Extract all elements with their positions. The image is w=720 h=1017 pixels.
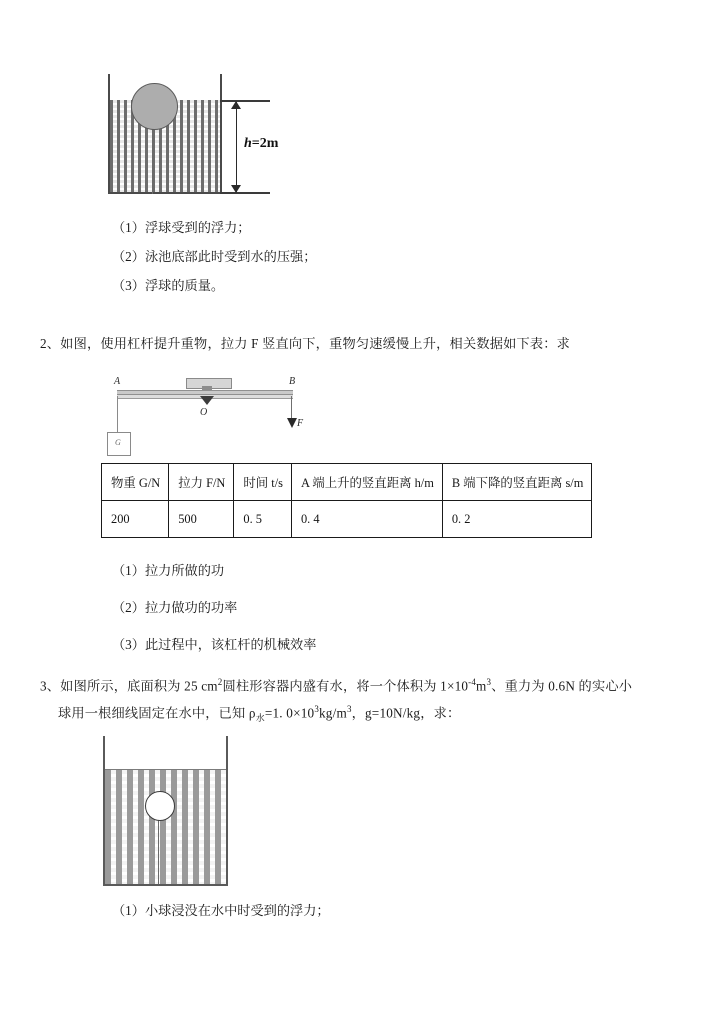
q2-part-3: （3）此过程中，该杠杆的机械效率 (112, 637, 317, 652)
container-water-surface (105, 769, 226, 770)
table-cell-time: 0. 5 (234, 501, 292, 538)
container-right-wall (226, 736, 228, 886)
figure-pool-with-floating-ball (100, 74, 300, 204)
height-symbol: h (244, 136, 252, 151)
q3-stem2-sup-exp: 3 (314, 704, 320, 714)
height-dimension-label (244, 136, 278, 152)
table-row (102, 501, 592, 538)
q3-stem-seg-b: 圆柱形容器内盛有水，将一个体积为 1×10 (222, 678, 469, 694)
q2-part-2: （2）拉力做功的功率 (112, 600, 238, 615)
pool-ball-tether (152, 124, 153, 194)
q3-stem2-seg-b: =1. 0×10 (264, 705, 315, 721)
q1-part-1: （1）浮球受到的浮力； (112, 220, 251, 235)
q3-stem2-seg-c: kg/m (319, 705, 347, 721)
lever-data-table (101, 463, 592, 538)
lever-label-o: O (200, 407, 208, 418)
q2-stem: 2、如图，使用杠杆提升重物，拉力 F 竖直向下，重物匀速缓慢上升，相关数据如下表：求 (40, 336, 571, 351)
table-header-rise-a: A 端上升的竖直距离 h/m (291, 464, 442, 501)
lever-fulcrum-icon (200, 396, 214, 405)
table-cell-rise-a: 0. 4 (291, 501, 442, 538)
table-cell-drop-b: 0. 2 (442, 501, 592, 538)
lever-rope-left (117, 396, 118, 434)
figure-lever-diagram (105, 374, 355, 456)
table-header-row (102, 464, 592, 501)
table-cell-force: 500 (169, 501, 234, 538)
figure-cylinder-container (98, 736, 288, 888)
water-surface-extension-line (220, 100, 270, 102)
container-bottom (103, 884, 228, 886)
pool-right-wall (220, 74, 222, 194)
q3-part-1: （1）小球浸没在水中时受到的浮力； (112, 903, 330, 918)
q3-stem-sup-cm2: 2 (217, 677, 223, 687)
q1-part-2: （2）泳池底部此时受到水的压强； (112, 249, 317, 264)
floor-extension-line (220, 192, 270, 194)
q3-stem2-sup-m3: 3 (346, 704, 352, 714)
height-value: =2m (251, 136, 279, 151)
force-arrow-down-icon (287, 418, 297, 428)
q3-stem-sup-m3: 3 (486, 677, 492, 687)
q2-part-1: （1）拉力所做的功 (112, 563, 225, 578)
lever-label-a: A (114, 376, 121, 387)
q3-stem2-seg-a: 球用一根细线固定在水中，已知 ρ (58, 705, 256, 721)
q1-part-3: （3）浮球的质量。 (112, 278, 225, 293)
lever-rope-right (291, 396, 292, 420)
height-dimension-line (236, 102, 237, 192)
lever-label-b: B (289, 376, 296, 387)
q3-stem2-seg-d: ，g=10N/kg，求： (351, 705, 461, 721)
submerged-ball (145, 791, 175, 821)
dimension-arrow-down-icon (231, 185, 241, 193)
q3-stem-seg-d: 、重力为 0.6N 的实心小 (491, 678, 633, 694)
container-water-fill (105, 770, 226, 884)
pool-floor (108, 192, 222, 194)
floating-ball (131, 83, 178, 130)
table-header-force: 拉力 F/N (169, 464, 234, 501)
q3-stem-sup-exp: -4 (468, 677, 477, 687)
dimension-arrow-up-icon (231, 101, 241, 109)
lever-hanging-weight (107, 432, 131, 456)
q3-stem-line-1 (40, 676, 632, 696)
q3-stem-seg-c: m (476, 678, 487, 694)
q3-stem2-sub-water: 水 (255, 713, 265, 724)
table-cell-weight: 200 (102, 501, 169, 538)
lever-label-f: F (297, 418, 304, 429)
q3-stem-seg-a: 3、如图所示，底面积为 25 cm (40, 678, 218, 694)
table-header-drop-b: B 端下降的竖直距离 s/m (442, 464, 592, 501)
table-header-weight: 物重 G/N (102, 464, 169, 501)
q3-stem-line-2 (58, 703, 460, 725)
table-header-time: 时间 t/s (234, 464, 292, 501)
lever-weight-label: G (115, 438, 121, 447)
ball-tether-string (158, 818, 159, 884)
